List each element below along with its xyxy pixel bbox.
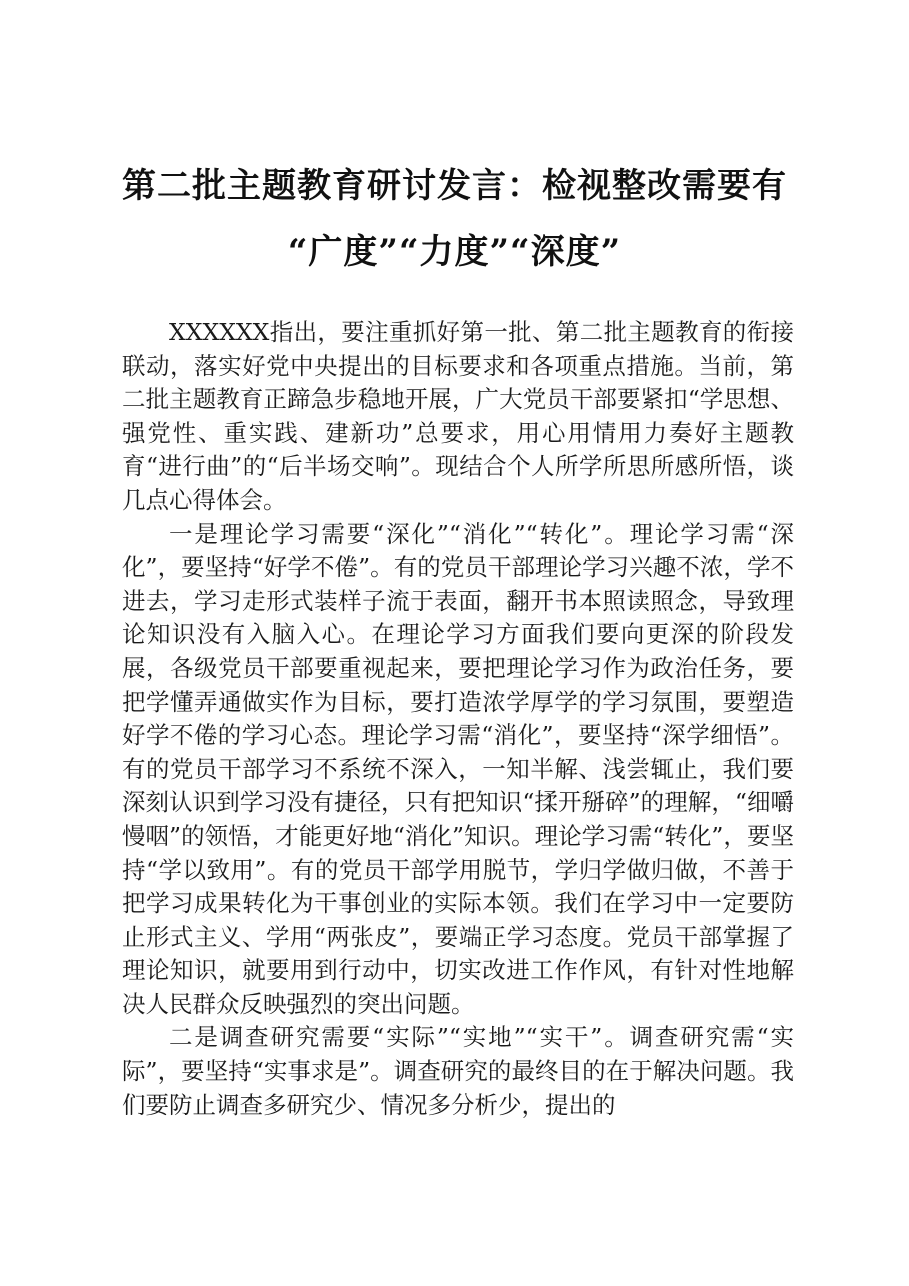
document-title-line-2: “广度”“力度”“深度” (287, 232, 622, 272)
intro-paragraph: XXXXXX指出，要注重抓好第一批、第二批主题教育的衔接联动，落实好党中央提出的目标要求和各项重点措施。当前，第二批主题教育正蹄急步稳地开展，广大党员干部要紧扣“学思想、强党性、重实践、建新功”总要求，用心用情用力奏好主题教育“进行曲”的“后半场交响”。现结合个人所学所思所感所悟，谈几点心得体会。 (122, 318, 794, 514)
research-paragraph: 二是调查研究需要“实际”“实地”“实干”。调查研究需“实际”，要坚持“实事求是”。调查研究的最终目的在于解决问题。我们要防止调查多研究少、情况多分析少，提出的 (122, 1023, 794, 1119)
document-title-line-1: 第二批主题教育研讨发言：检视整改需要有 (122, 166, 787, 206)
theory-study-paragraph: 一是理论学习需要“深化”“消化”“转化”。理论学习需“深化”，要坚持“好学不倦”。有的党员干部理论学习兴趣不浓，学不进去，学习走形式装样子流于表面，翻开书本照读照念，导致理论知识没有入脑入心。在理论学习方面我们要向更深的阶段发展，各级党员干部要重视起来，要把理论学习作为政治任务，要把学懂弄通做实作为目标，要打造浓学厚学的学习氛围，要塑造好学不倦的学习心态。理论学习需“消化”，要坚持“深学细悟”。有的党员干部学习不系统不深入，一知半解、浅尝辄止，我们要深刻认识到学习没有捷径，只有把知识“揉开掰碎”的理解，“细嚼慢咽”的领悟，才能更好地“消化”知识。理论学习需“转化”，要坚持“学以致用”。有的党员干部学用脱节，学归学做归做，不善于把学习成果转化为干事创业的实际本领。我们在学习中一定要防止形式主义、学用“两张皮”，要端正学习态度。党员干部掌握了理论知识，就要用到行动中，切实改进工作作风，有针对性地解决人民群众反映强烈的突出问题。 (122, 519, 794, 1018)
document-body (122, 316, 794, 1122)
